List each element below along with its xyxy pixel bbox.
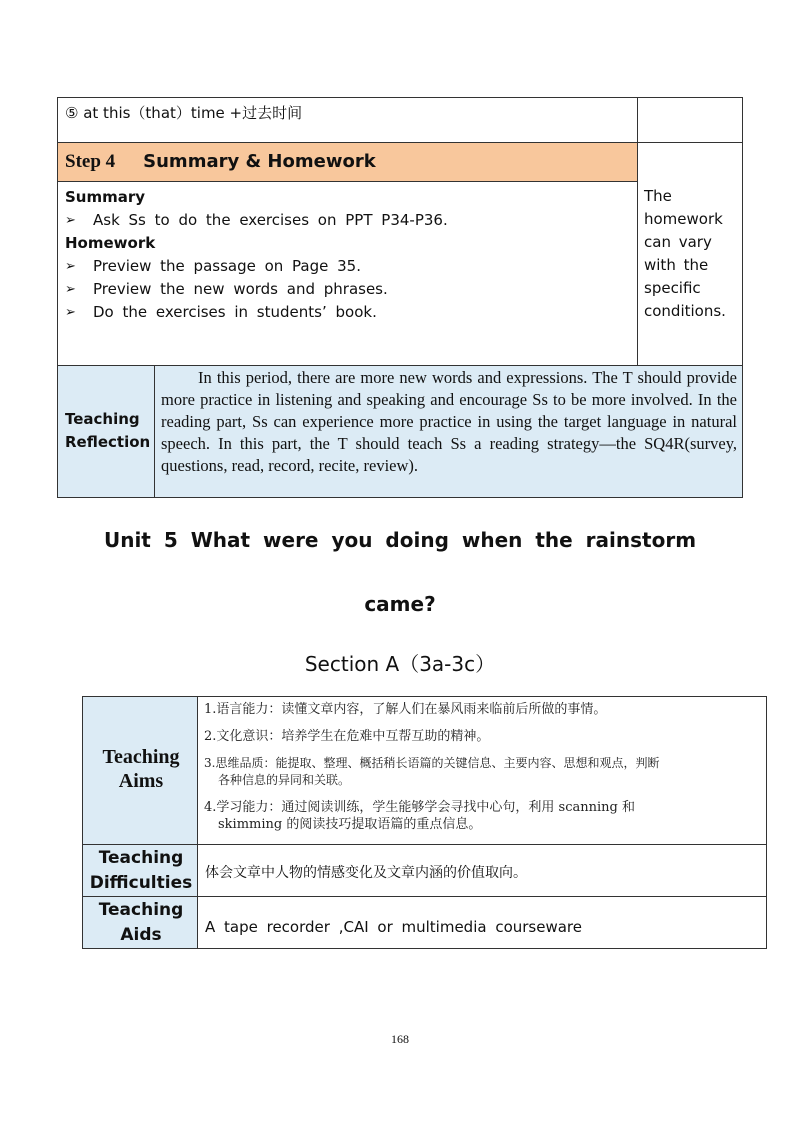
step-header-cell	[57, 142, 638, 182]
section-title: Section A（3a-3c）	[304, 652, 496, 676]
aim-item	[204, 755, 760, 789]
step-content	[65, 186, 448, 324]
aids-content-cell	[197, 896, 767, 949]
aim-text: 4.学习能力：通过阅读训练，学生能够学会寻找中心句，利用 scanning 和	[204, 800, 635, 815]
difficulties-label-line: Difficulties	[89, 873, 193, 893]
aims-list	[204, 701, 760, 843]
homework-item-text: Do the exercises in students’ book.	[93, 303, 377, 321]
aim-text: 2.文化意识：培养学生在危难中互帮互助的精神。	[204, 729, 490, 744]
aim-item	[204, 701, 760, 718]
difficulties-text: 体会文章中人物的情感变化及文章内涵的价值取向。	[205, 865, 527, 881]
step-title	[65, 151, 376, 173]
lesson-plan-table	[57, 97, 743, 498]
side-note-line: can vary	[644, 233, 712, 251]
empty-note-cell	[637, 97, 743, 143]
aids-label	[83, 898, 199, 948]
homework-item	[65, 255, 448, 278]
difficulties-label-line: Teaching	[98, 848, 184, 868]
difficulties-content-cell	[197, 844, 767, 897]
time-expression-cell	[57, 97, 638, 143]
side-note-line: with the	[644, 256, 709, 274]
side-note	[644, 185, 740, 323]
step-content-cell	[57, 181, 638, 366]
reflection-label-line: Teaching	[65, 410, 140, 428]
homework-item-text: Preview the new words and phrases.	[93, 280, 388, 298]
homework-item	[65, 301, 448, 324]
arrow-bullet-icon: ➢	[65, 305, 76, 320]
step-name: Summary & Homework	[143, 151, 376, 172]
side-note-line: The	[644, 187, 672, 205]
side-note-line: conditions.	[644, 302, 726, 320]
reflection-label	[65, 408, 150, 454]
aids-label-cell	[82, 896, 198, 949]
aims-label-cell	[82, 696, 198, 845]
aids-label-line: Teaching	[98, 900, 184, 920]
step-number: Step 4	[65, 151, 116, 172]
aim-text-continued: 各种信息的异同和关联。	[218, 773, 351, 787]
reflection-label-cell	[57, 365, 155, 498]
arrow-bullet-icon: ➢	[65, 213, 76, 228]
aids-label-line: Aids	[120, 925, 162, 945]
aim-text: 1.语言能力：读懂文章内容，了解人们在暴风雨来临前后所做的事情。	[204, 702, 607, 717]
aims-label-line: Teaching	[102, 746, 180, 768]
unit-title-continued: came?	[364, 592, 436, 616]
summary-item	[65, 209, 448, 232]
side-note-line: homework	[644, 210, 723, 228]
reflection-text: In this period, there are more new words and expressions. The T should provide more practice in listening and speaking and encourage Ss to be more involved. In the reading part, Ss can experience more practice in using the target language in natural speech. In this part, the T should teach Ss a reading strategy—the SQ4R(survey, questions, read, record, recite, review).	[161, 368, 737, 475]
aids-text: A tape recorder ,CAI or multimedia courseware	[205, 918, 582, 936]
difficulties-label-cell	[82, 844, 198, 897]
reflection-label-line: Reflection	[65, 433, 151, 451]
aim-item	[204, 799, 760, 833]
aims-label	[83, 745, 199, 793]
aim-text-continued: skimming 的阅读技巧提取语篇的重点信息。	[218, 817, 482, 832]
summary-item-text: Ask Ss to do the exercises on PPT P34-P36.	[93, 211, 448, 229]
time-expression-text: ⑤ at this（that）time +过去时间	[65, 104, 303, 122]
aim-text: 3.思维品质：能提取、整理、概括稍长语篇的关键信息、主要内容、思想和观点，判断	[204, 756, 660, 770]
aims-label-line: Aims	[118, 770, 164, 792]
page-number: 168	[391, 1032, 409, 1046]
unit-title: Unit 5 What were you doing when the rainstorm	[103, 528, 697, 552]
teaching-plan-table	[82, 696, 767, 949]
aim-item	[204, 728, 760, 745]
homework-item-text: Preview the passage on Page 35.	[93, 257, 361, 275]
reflection-text-cell	[154, 365, 743, 498]
arrow-bullet-icon: ➢	[65, 259, 76, 274]
homework-heading: Homework	[65, 234, 156, 252]
homework-item	[65, 278, 448, 301]
side-note-cell	[637, 142, 743, 366]
arrow-bullet-icon: ➢	[65, 282, 76, 297]
side-note-line: specific	[644, 279, 701, 297]
difficulties-label	[83, 846, 199, 896]
aims-content-cell	[197, 696, 767, 845]
summary-heading: Summary	[65, 188, 146, 206]
